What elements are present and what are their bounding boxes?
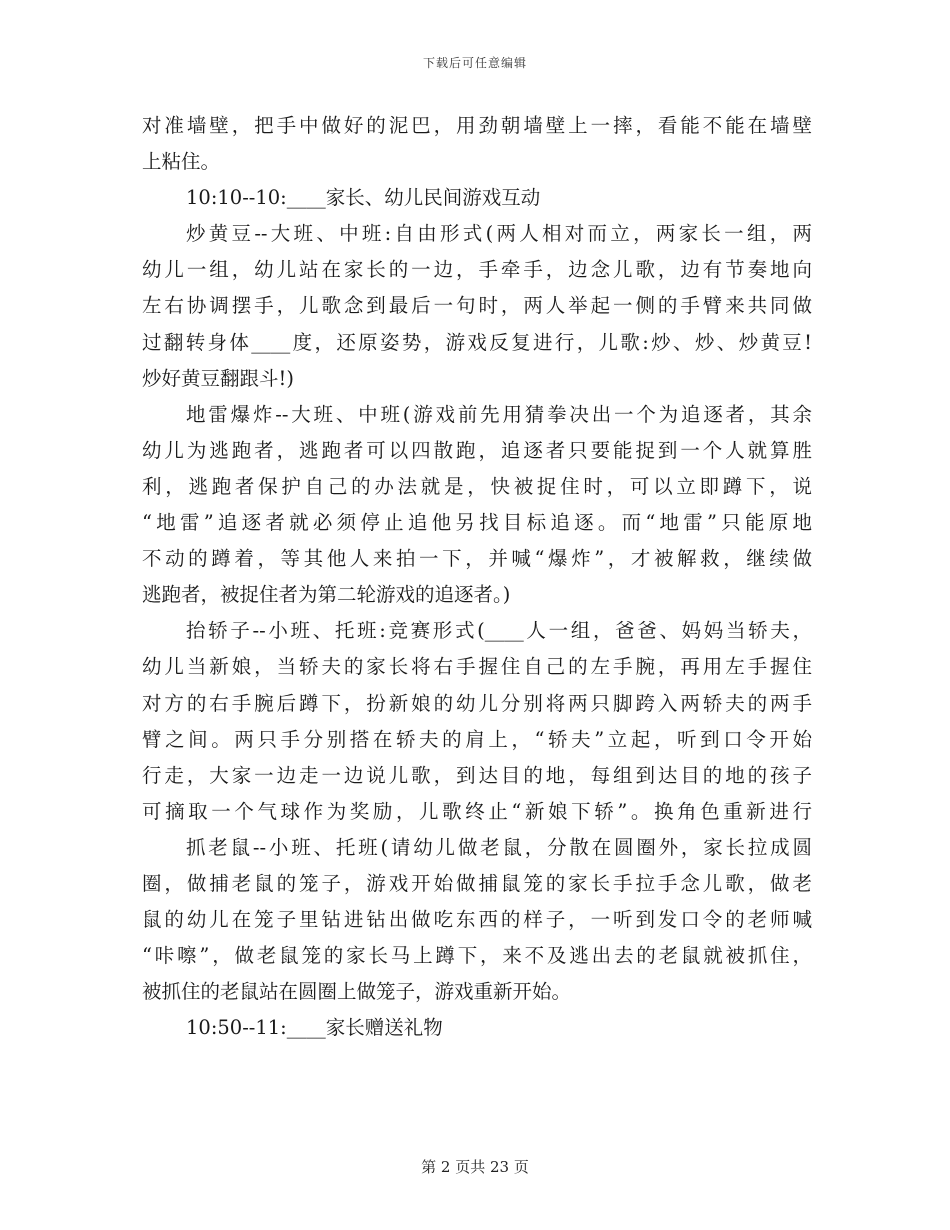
text-line: 利，逃跑者保护自己的办法就是，快被捉住时，可以立即蹲下，说: [142, 474, 812, 498]
text-line: 对准墙壁，把手中做好的泥巴，用劲朝墙壁上一摔，看能不能在墙壁: [142, 114, 812, 137]
text-line: 幼儿当新娘，当轿夫的家长将右手握住自己的左手腕，再用左手握住: [142, 655, 812, 679]
text-line: 10:10--10:____家长、幼儿民间游戏互动: [186, 186, 541, 210]
text-line: 不动的蹲着，等其他人来拍一下，并喊“爆炸”，才被解救，继续做: [142, 547, 812, 571]
text-line: 行走，大家一边走一边说儿歌，到达目的地，每组到达目的地的孩子: [142, 763, 812, 787]
text-line: 上粘住。: [142, 150, 221, 174]
text-line: 可摘取一个气球作为奖励，儿歌终止“新娘下轿”。换角色重新进行: [142, 799, 812, 823]
text-line: 抓老鼠--小班、托班(请幼儿做老鼠，分散在圆圈外，家长拉成圆: [186, 835, 812, 859]
text-line: 鼠的幼儿在笼子里钻进钻出做吃东西的样子，一听到发口令的老师喊: [142, 908, 812, 932]
text-line: 过翻转身体____度，还原姿势，游戏反复进行，儿歌:炒、炒、炒黄豆!: [142, 330, 812, 354]
text-line: 10:50--11:____家长赠送礼物: [186, 1016, 443, 1040]
text-line: 炒好黄豆翻跟斗!): [142, 366, 294, 390]
text-line: 抬轿子--小班、托班:竞赛形式(____人一组，爸爸、妈妈当轿夫，: [186, 619, 812, 643]
text-line: 地雷爆炸--大班、中班(游戏前先用猜拳决出一个为追逐者，其余: [186, 402, 812, 426]
page-footer: 第 2 页共 23 页: [421, 1158, 529, 1176]
text-line: 左右协调摆手，儿歌念到最后一句时，两人举起一侧的手臂来共同做: [142, 294, 812, 318]
page-header: 下载后可任意编辑: [422, 56, 527, 70]
text-line: 幼儿为逃跑者，逃跑者可以四散跑，追逐者只要能捉到一个人就算胜: [142, 438, 812, 462]
text-line: 臂之间。两只手分别搭在轿夫的肩上，“轿夫”立起，听到口令开始: [142, 727, 812, 751]
text-line: “咔嚓”，做老鼠笼的家长马上蹲下，来不及逃出去的老鼠就被抓住，: [142, 944, 812, 968]
text-line: “地雷”追逐者就必须停止追他另找目标追逐。而“地雷”只能原地: [142, 511, 812, 535]
text-line: 幼儿一组，幼儿站在家长的一边，手牵手，边念儿歌，边有节奏地向: [142, 258, 812, 282]
document-body: [142, 108, 812, 1046]
text-line: 被抓住的老鼠站在圆圈上做笼子，游戏重新开始。: [142, 980, 572, 1004]
text-line: 炒黄豆--大班、中班:自由形式(两人相对而立，两家长一组，两: [186, 222, 812, 246]
text-line: 逃跑者，被捉住者为第二轮游戏的追逐者。): [142, 583, 511, 607]
text-line: 对方的右手腕后蹲下，扮新娘的幼儿分别将两只脚跨入两轿夫的两手: [142, 691, 812, 715]
text-line: 圈，做捕老鼠的笼子，游戏开始做捕鼠笼的家长手拉手念儿歌，做老: [142, 871, 812, 895]
